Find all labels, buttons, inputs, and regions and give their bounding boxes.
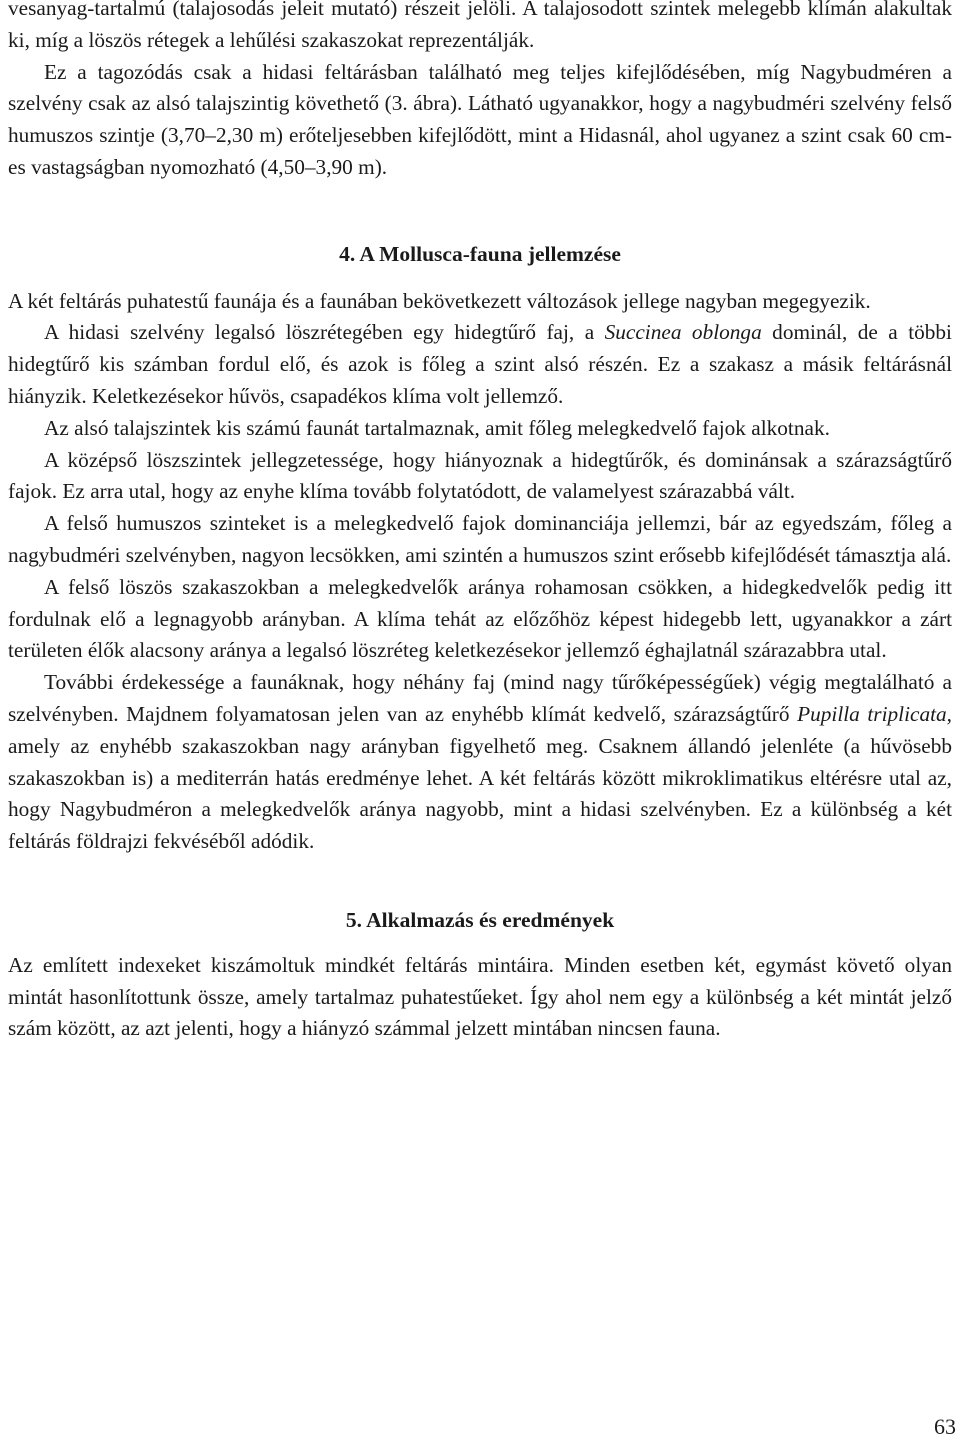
species-name-succinea: Succinea oblonga — [604, 320, 762, 345]
section-5-title: 5. Alkalmazás és eredmények — [345, 907, 615, 932]
section-4-paragraph-7: További érdekessége a faunáknak, hogy néhány faj (mind nagy tűrőképességűek) végig megtalálható a szelvényben. Majdnem folyamatosan jelen van az enyhébb klímát kedvelő, szárazságtűrő Pupilla triplicata, amely az enyhébb szakaszokban nagy arányban figyelhető meg. Csaknem állandó jelenléte (a hűvösebb szakaszokban is) a mediterrán hatás eredménye lehet. A két feltárás között mikroklimatikus eltérésre utal az, hogy Nagybudméron a melegkedvelők aránya nagyobb, mint a hidasi szelvényben. Ez a különbség a két feltárás földrajzi fekvéséből adódik. — [8, 670, 952, 854]
section-4-paragraph-4: A középső löszszintek jellegzetessége, hogy hiányoznak a hidegtűrők, és dominánsak a szárazságtűrő fajok. Ez arra utal, hogy az enyhe klíma tovább folytatódott, de valamelyest szárazabbá vált. — [8, 447, 952, 504]
section-4-paragraph-6: A felső löszös szakaszokban a melegkedvelők aránya rohamosan csökken, a hidegkedvelők pedig itt fordulnak elő a legnagyobb arányban. A klíma tehát az előzőhöz képest hidegebb lett, ugyanakkor a zárt területen élők alacsony aránya a legalsó löszréteg keletkezésekor jellemző éghajlatnál szárazabbra utal. — [8, 574, 952, 663]
continuation-paragraph: vesanyag-tartalmú (talajosodás jeleit mutató) részeit jelöli. A talajosodott szintek melegebb klímán alakultak ki, míg a löszös rétegek a lehűlési szakaszokat reprezentálják. — [8, 0, 952, 52]
section-4-paragraph-1: A két feltárás puhatestű faunája és a faunában bekövetkezett változások jellege nagyban megegyezik. — [8, 288, 871, 313]
section-4-paragraph-2: A hidasi szelvény legalsó löszrétegében egy hidegtűrő faj, a Succinea oblonga dominál, de a többi hidegtűrő kis számban fordul elő, és azok is főleg a szint alsó részén. Ez a szakasz a másik feltárásnál hiányzik. Keletkezésekor hűvös, csapadékos klíma volt jellemző. — [8, 320, 952, 408]
intro-paragraph: Ez a tagozódás csak a hidasi feltárásban található meg teljes kifejlődésében, míg Nagybudméren a szelvény csak az alsó talajszintig követhető (3. ábra). Látható ugyanakkor, hogy a nagybudméri szelvény felső humuszos szintje (3,70–2,30 m) erőteljesebben kifejlődött, mint a Hidasnál, ahol ugyanez a szint csak 60 cm-es vastagságban nyomozható (4,50–3,90 m). — [8, 59, 952, 179]
page-number: 63 — [934, 1414, 956, 1439]
species-name-pupilla: Pupilla triplicata, — [797, 701, 952, 726]
section-4-paragraph-5: A felső humuszos szinteket is a melegkedvelő fajok dominanciája jellemzi, bár az egyedszám, főleg a nagybudméri szelvényben, nagyon lecsökken, ami szintén a humuszos szint erősebb kifejlődését támasztja alá. — [8, 511, 952, 567]
document-page — [8, 0, 952, 1045]
section-4-title: 4. A Mollusca-fauna jellemzése — [339, 241, 621, 266]
section-5-paragraph-1: Az említett indexeket kiszámoltuk mindkét feltárás mintáira. Minden esetben két, egymást követő olyan mintát hasonlítottunk össze, amely tartalmaz puhatestűeket. Így ahol nem egy a különbség a két mintát jelző szám között, az azt jelenti, hogy a hiányzó számmal jelzett mintában nincsen fauna. — [8, 952, 952, 1041]
section-4-paragraph-3: Az alsó talajszintek kis számú faunát tartalmaznak, amit főleg melegkedvelő fajok alkotnak. — [44, 415, 830, 440]
